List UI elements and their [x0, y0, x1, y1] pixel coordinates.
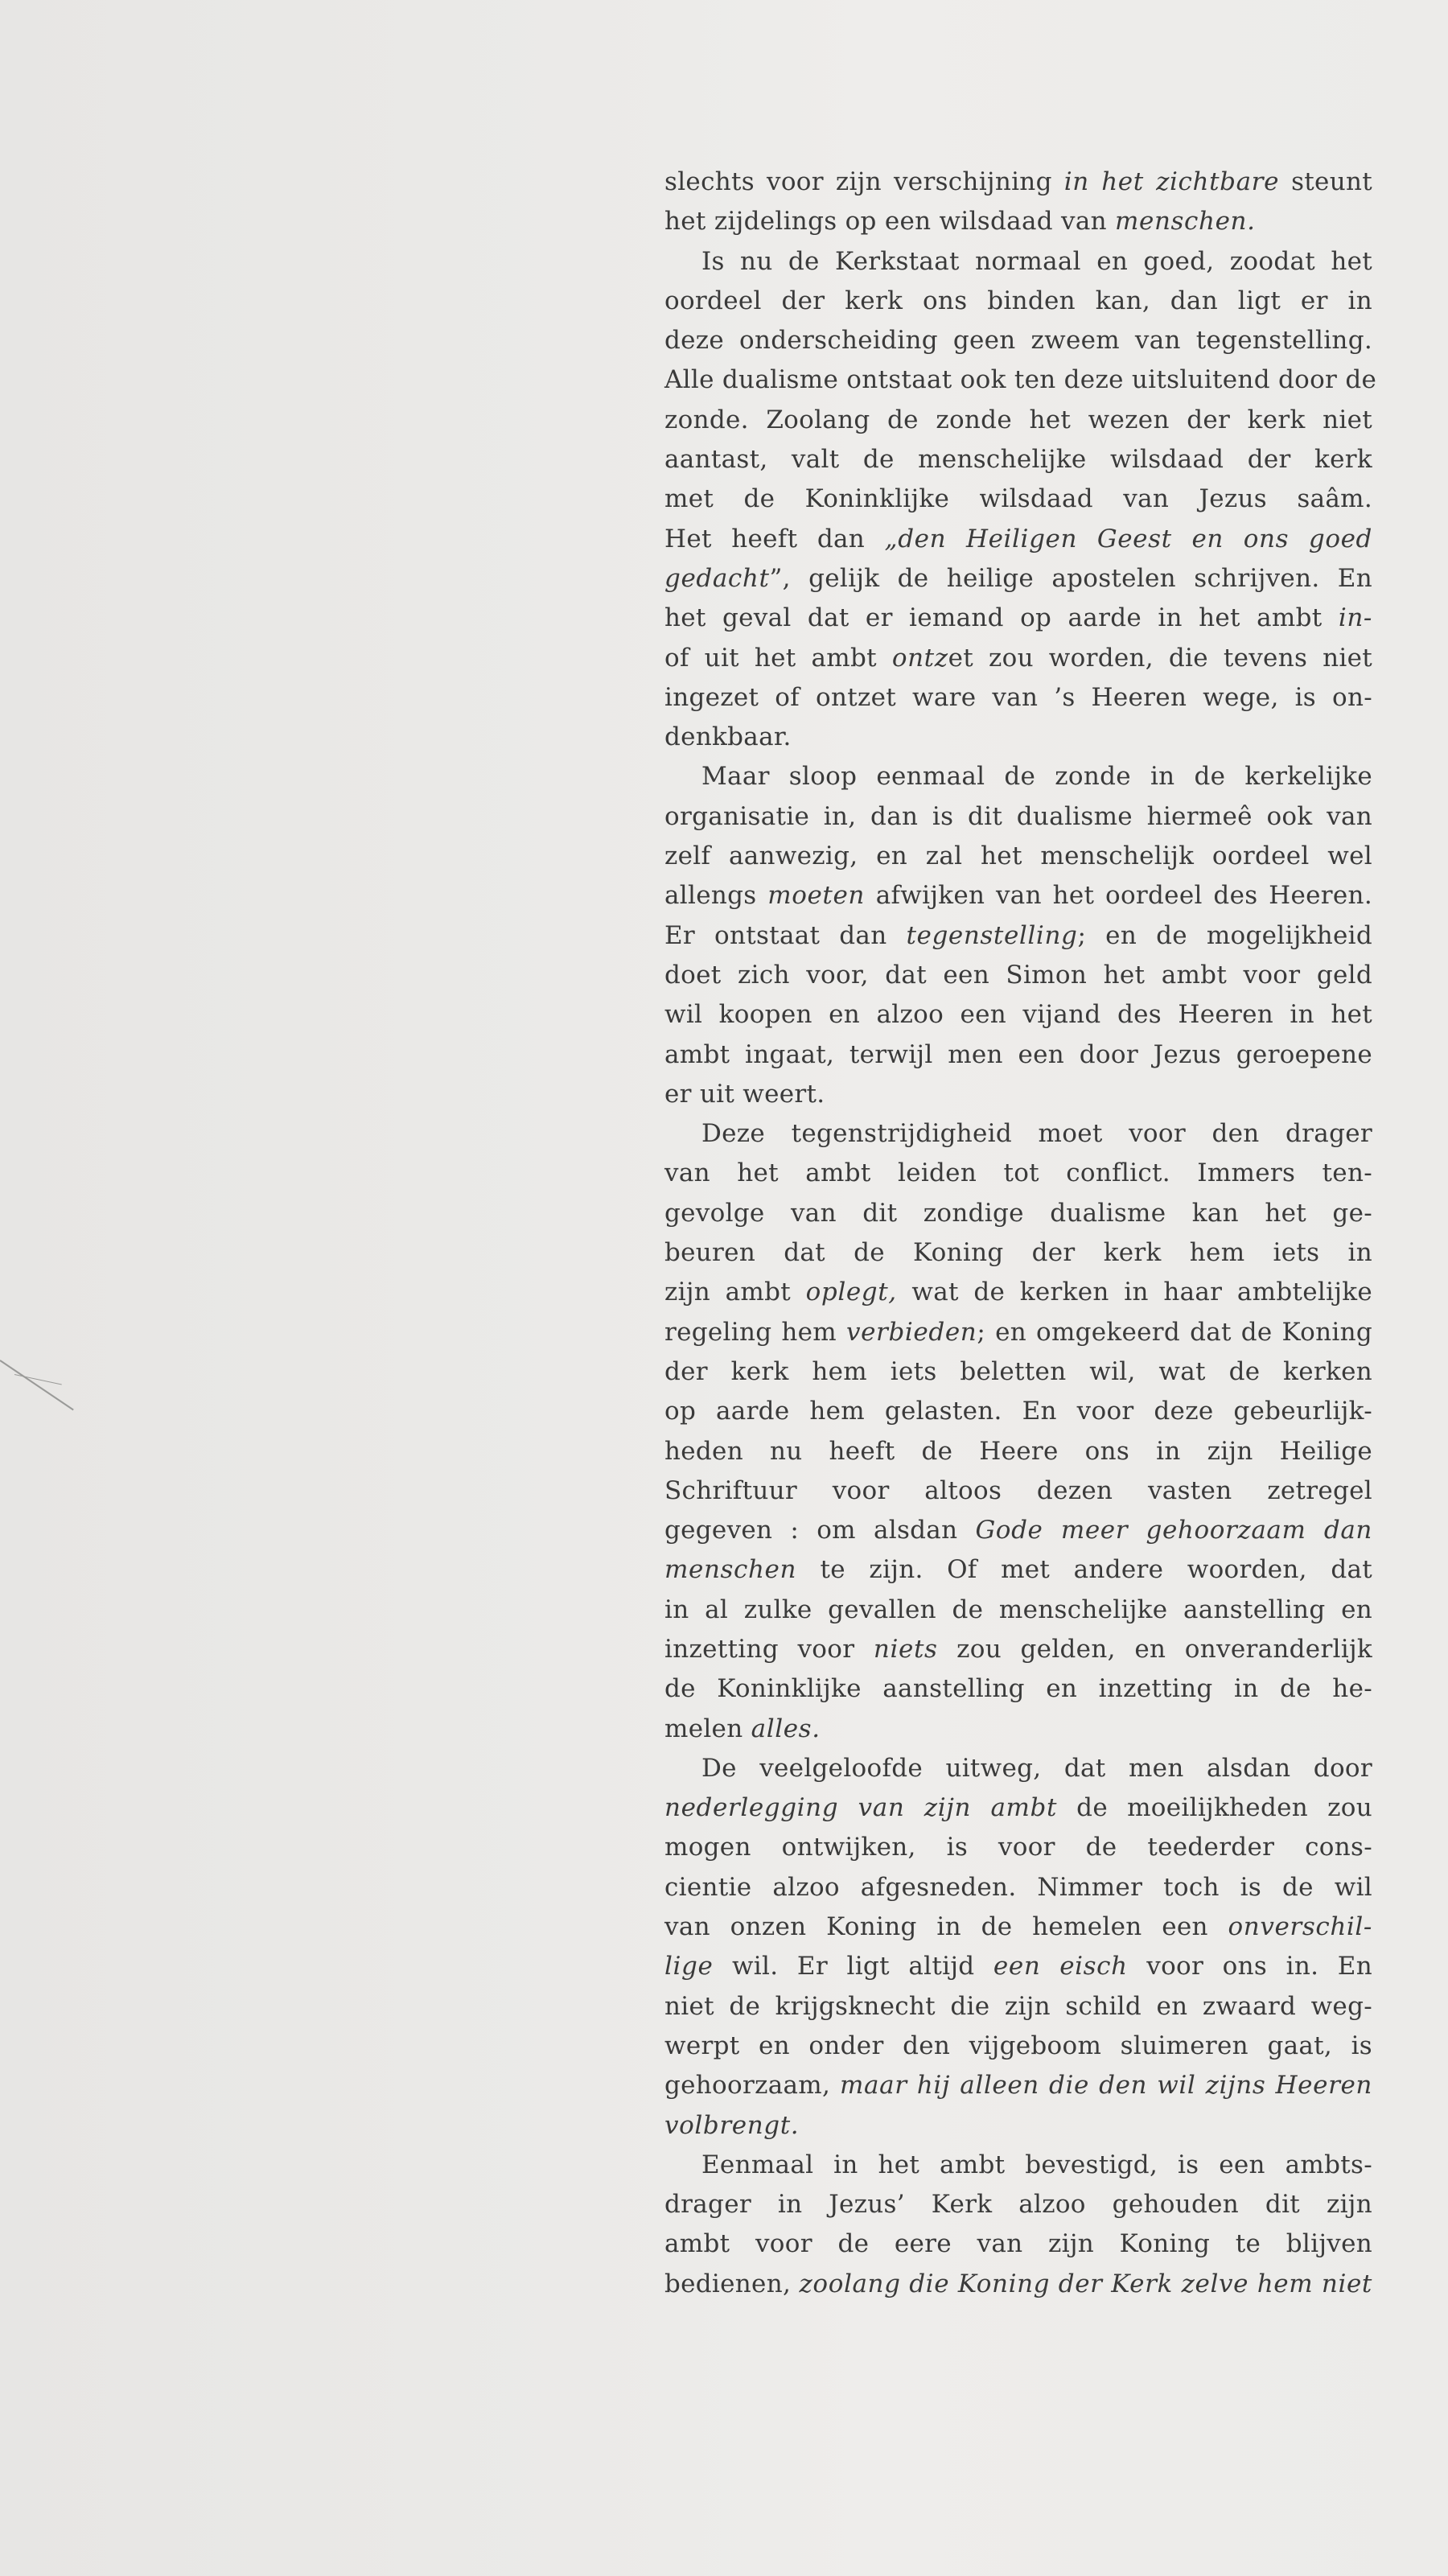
text-line: [664, 1630, 1372, 1669]
text-segment: gehoorzaam,: [664, 2071, 841, 2101]
text-segment: of uit het ambt: [664, 643, 892, 673]
italic-text: in het zichtbare: [1063, 167, 1280, 196]
text-segment: gevolge van dit zondige dualisme kan het ge-: [664, 1198, 1372, 1228]
text-line: [664, 520, 1372, 559]
text-line: [664, 401, 1372, 440]
text-segment: het zijdelings op een wilsdaad van: [664, 207, 1116, 237]
italic-text: oplegt,: [805, 1278, 897, 1307]
text-segment: wil. Er ligt altijd: [713, 1952, 993, 1981]
italic-text: „den Heiligen Geest en ons goed: [884, 524, 1373, 553]
text-segment: organisatie in, dan is dit dualisme hiermeê ook van: [664, 801, 1372, 831]
italic-text: lige: [664, 1952, 714, 1981]
italic-text: menschen: [664, 1555, 797, 1585]
text-segment: Eenmaal in het ambt bevestigd, is een ambts-: [701, 2150, 1372, 2179]
text-line: [664, 1511, 1372, 1550]
text-line: [664, 1471, 1372, 1511]
text-segment: der kerk hem iets beletten wil, wat de kerken: [664, 1356, 1372, 1386]
text-segment: niet de krijgsknecht die zijn schild en zwaard weg-: [664, 1991, 1372, 2021]
text-line: [664, 797, 1372, 837]
text-line: [664, 282, 1372, 321]
text-line: [664, 2185, 1372, 2224]
text-line: [664, 1590, 1372, 1630]
italic-text: ontz: [891, 643, 948, 673]
text-segment: ; en omgekeerd dat de Koning: [977, 1317, 1373, 1347]
italic-text: een eisch: [993, 1952, 1128, 1981]
text-line: [664, 757, 1372, 796]
body-text: [664, 163, 1377, 2304]
text-segment: ”, gelijk de heilige apostelen schrijven. En: [769, 563, 1372, 593]
text-line: [664, 2066, 1372, 2105]
italic-text: nederlegging van zijn ambt: [664, 1793, 1058, 1823]
text-segment: zelf aanwezig, en zal het menschelijk oordeel wel: [664, 842, 1372, 871]
paper-scratch-mark: [14, 1374, 62, 1385]
italic-text: alles.: [751, 1714, 821, 1743]
text-line: [664, 1035, 1372, 1075]
text-segment: cientie alzoo afgesneden. Nimmer toch is de wil: [664, 1872, 1372, 1902]
text-segment: met de Koninklijke wilsdaad van Jezus saâm.: [664, 484, 1372, 514]
text-line: [664, 1868, 1372, 1907]
text-line: [664, 479, 1372, 519]
text-segment: deze onderscheiding geen zweem van tegenstelling.: [664, 326, 1372, 356]
italic-text: Gode meer gehoorzaam dan: [975, 1516, 1372, 1545]
text-segment: wat de kerken in haar ambtelijke: [896, 1278, 1372, 1307]
text-segment: aantast, valt de menschelijke wilsdaad der kerk: [664, 445, 1372, 475]
text-segment: wil koopen en alzoo een vijand des Heeren in het: [664, 1000, 1372, 1030]
text-line: [664, 242, 1372, 282]
text-segment: in al zulke gevallen de menschelijke aanstelling en: [664, 1595, 1372, 1624]
text-segment: doet zich voor, dat een Simon het ambt voor geld: [664, 960, 1372, 990]
text-segment: et zou worden, die tevens niet: [948, 643, 1372, 673]
text-segment: de Koninklijke aanstelling en inzetting in de he-: [664, 1674, 1372, 1704]
text-line: [664, 163, 1372, 202]
text-segment: zijn ambt: [664, 1278, 806, 1307]
text-segment: beuren dat de Koning der kerk hem iets in: [664, 1238, 1372, 1268]
text-segment: ambt ingaat, terwijl men een door Jezus geroepene: [664, 1039, 1372, 1069]
text-segment: denkbaar.: [664, 722, 792, 752]
text-line: [664, 2224, 1372, 2264]
text-line: [664, 1828, 1372, 1867]
text-line: [664, 1907, 1372, 1947]
text-line: [664, 1075, 1372, 1114]
text-line: [664, 995, 1372, 1035]
text-segment: de moeilijkheden zou: [1057, 1793, 1372, 1823]
text-line: [664, 1313, 1372, 1352]
text-line: [664, 718, 1372, 757]
text-segment: melen: [664, 1714, 751, 1743]
italic-text: tegenstelling: [906, 920, 1078, 950]
text-segment: zonde. Zoolang de zonde het wezen der kerk niet: [664, 405, 1372, 434]
text-line: [664, 876, 1372, 916]
text-line: [664, 916, 1372, 956]
text-segment: Deze tegenstrijdigheid moet voor den drager: [701, 1119, 1372, 1149]
text-line: [664, 1432, 1372, 1471]
text-line: [664, 559, 1372, 599]
italic-text: menschen.: [1115, 207, 1256, 237]
text-line: [664, 1669, 1372, 1709]
text-segment: heden nu heeft de Heere ons in zijn Heilige: [664, 1436, 1372, 1466]
text-segment: bedienen,: [664, 2269, 800, 2298]
italic-text: verbieden: [846, 1317, 977, 1347]
text-segment: mogen ontwijken, is voor de teederder cons-: [664, 1833, 1372, 1862]
italic-text: volbrengt.: [664, 2110, 800, 2140]
text-segment: allengs: [664, 881, 768, 911]
text-segment: Schriftuur voor altoos dezen vasten zetregel: [664, 1475, 1372, 1505]
text-line: [664, 202, 1372, 241]
text-segment: afwijken van het oordeel des Heeren.: [865, 881, 1372, 911]
italic-text: gedacht: [664, 563, 770, 593]
text-segment: ; en de mogelijkheid: [1077, 920, 1372, 950]
text-line: [664, 1194, 1372, 1233]
text-segment: slechts voor zijn verschijning: [664, 167, 1064, 196]
text-line: [664, 956, 1372, 995]
text-line: [664, 599, 1372, 638]
text-segment: Er ontstaat dan: [664, 920, 907, 950]
text-segment: Het heeft dan: [664, 524, 885, 553]
text-segment: zou gelden, en onveranderlijk: [937, 1634, 1372, 1664]
italic-text: in-: [1338, 603, 1372, 633]
text-line: [664, 1154, 1372, 1193]
text-segment: ambt voor de eere van zijn Koning te blijven: [664, 2229, 1372, 2259]
text-segment: regeling hem: [664, 1317, 846, 1347]
text-line: [664, 2027, 1372, 2066]
text-line: [664, 1710, 1372, 1749]
text-line: [664, 1947, 1372, 1986]
text-segment: ingezet of ontzet ware van ’s Heeren wege, is on-: [664, 682, 1372, 712]
text-segment: van het ambt leiden tot conflict. Immers ten-: [664, 1158, 1372, 1188]
text-segment: werpt en onder den vijgeboom sluimeren gaat, is: [664, 2031, 1372, 2060]
text-line: [664, 360, 1377, 400]
text-line: [664, 1749, 1372, 1788]
text-line: [664, 1352, 1372, 1392]
text-segment: van onzen Koning in de hemelen een: [664, 1912, 1228, 1942]
text-line: [664, 678, 1372, 718]
text-segment: gegeven : om alsdan: [664, 1516, 976, 1545]
text-line: [664, 1788, 1372, 1828]
text-segment: oordeel der kerk ons binden kan, dan ligt er in: [664, 286, 1372, 315]
text-line: [664, 1273, 1372, 1312]
text-line: [664, 639, 1372, 678]
paper-scratch-mark: [0, 1360, 74, 1410]
text-segment: Is nu de Kerkstaat normaal en goed, zoodat het: [701, 246, 1372, 276]
text-line: [664, 1392, 1372, 1431]
text-line: [664, 1114, 1372, 1154]
text-segment: Maar sloop eenmaal de zonde in de kerkelijke: [701, 762, 1372, 792]
text-line: [664, 1987, 1372, 2027]
italic-text: zoolang die Koning der Kerk zelve hem niet: [799, 2269, 1372, 2298]
text-segment: De veelgeloofde uitweg, dat men alsdan door: [701, 1753, 1372, 1783]
text-line: [664, 2106, 1372, 2146]
italic-text: niets: [873, 1634, 938, 1664]
text-line: [664, 1550, 1372, 1590]
italic-text: moeten: [767, 881, 865, 911]
text-segment: inzetting voor: [664, 1634, 874, 1664]
text-line: [664, 2146, 1372, 2185]
text-segment: op aarde hem gelasten. En voor deze gebeurlijk-: [664, 1397, 1372, 1426]
text-line: [664, 321, 1372, 360]
text-segment: steunt: [1279, 167, 1372, 196]
text-segment: voor ons in. En: [1127, 1952, 1372, 1981]
text-segment: te zijn. Of met andere woorden, dat: [796, 1555, 1372, 1585]
text-line: [664, 837, 1372, 876]
text-segment: drager in Jezus’ Kerk alzoo gehouden dit zijn: [664, 2190, 1372, 2220]
text-segment: het geval dat er iemand op aarde in het ambt: [664, 603, 1339, 633]
italic-text: maar hij alleen die den wil zijns Heeren: [840, 2071, 1373, 2101]
text-line: [664, 1233, 1372, 1273]
text-segment: Alle dualisme ontstaat ook ten deze uitsluitend door de: [664, 365, 1377, 395]
text-line: [664, 2265, 1372, 2304]
italic-text: onverschil-: [1228, 1912, 1372, 1942]
text-segment: er uit weert.: [664, 1079, 825, 1109]
text-line: [664, 440, 1372, 479]
